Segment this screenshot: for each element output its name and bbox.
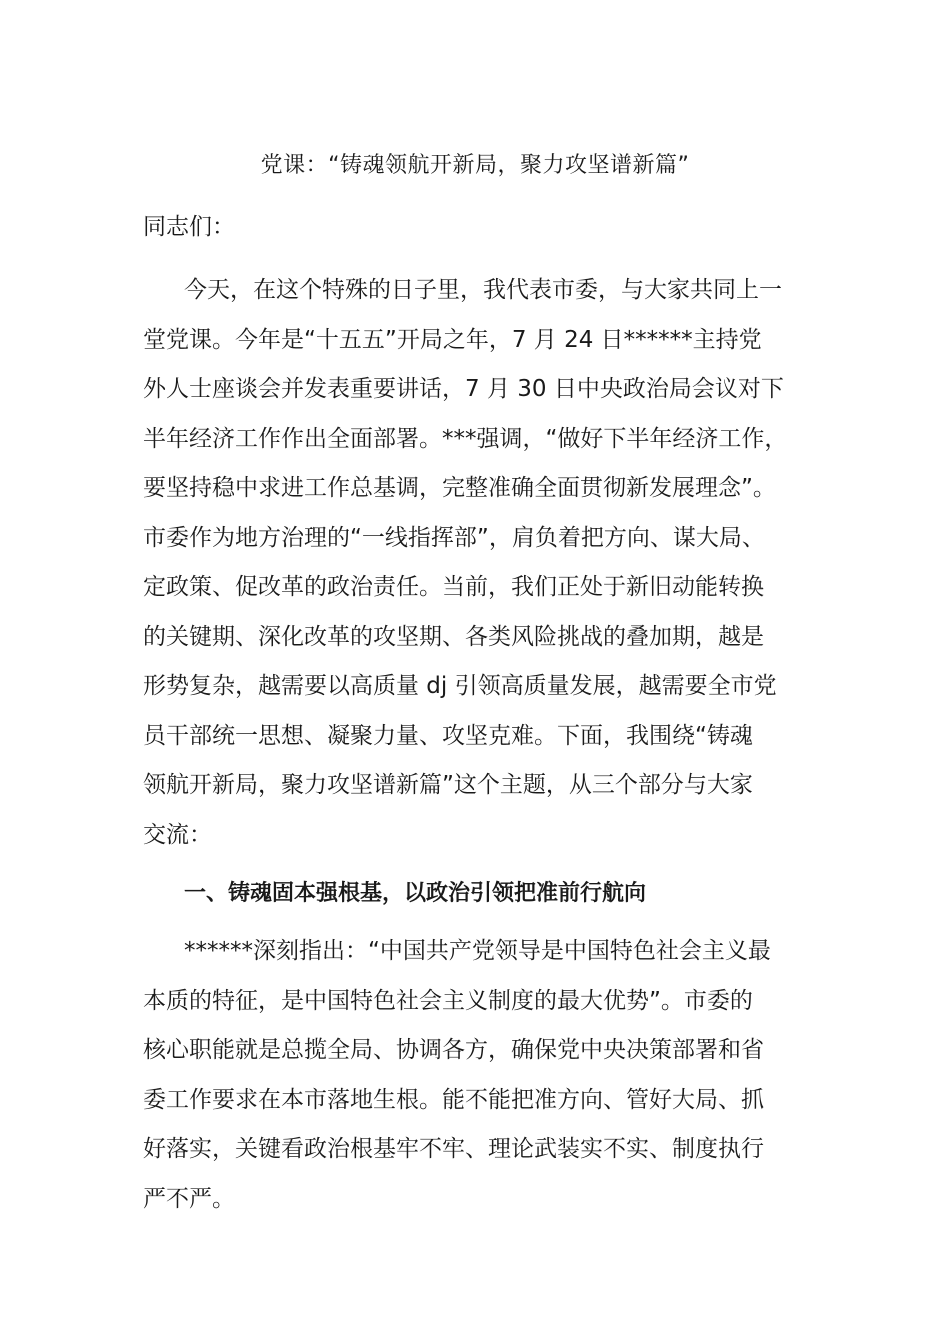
paragraph-line: 的关键期、深化改革的攻坚期、各类风险挑战的叠加期，越是 [143, 624, 764, 650]
paragraph-line: 领航开新局，聚力攻坚谱新篇”这个主题，从三个部分与大家 [143, 772, 753, 798]
paragraph-line: 市委作为地方治理的“一线指挥部”，肩负着把方向、谋大局、 [143, 525, 765, 551]
paragraph-line: 外人士座谈会并发表重要讲话，7 月 30 日中央政治局会议对下 [143, 376, 784, 402]
section-heading: 一、铸魂固本强根基，以政治引领把准前行航向 [184, 881, 647, 906]
paragraph-line: 好落实，关键看政治根基牢不牢、理论武装实不实、制度执行 [143, 1136, 764, 1162]
paragraph-line: 本质的特征，是中国特色社会主义制度的最大优势”。市委的 [143, 988, 753, 1014]
paragraph-line: ******深刻指出：“中国共产党领导是中国特色社会主义最 [184, 938, 771, 964]
document-title: 党课：“铸魂领航开新局，聚力攻坚谱新篇” [260, 153, 690, 178]
paragraph-line: 形势复杂，越需要以高质量 dj 引领高质量发展，越需要全市党 [143, 673, 777, 699]
salutation: 同志们： [143, 214, 235, 240]
paragraph-line: 要坚持稳中求进工作总基调，完整准确全面贯彻新发展理念”。 [143, 475, 776, 501]
paragraph-line: 半年经济工作作出全面部署。***强调，“做好下半年经济工作， [143, 426, 788, 452]
paragraph-line: 交流： [143, 822, 212, 848]
paragraph-line: 严不严。 [143, 1186, 235, 1212]
paragraph-line: 堂党课。今年是“十五五”开局之年，7 月 24 日******主持党 [143, 327, 762, 353]
paragraph-line: 员干部统一思想、凝聚力量、攻坚克难。下面，我围绕“铸魂 [143, 723, 753, 749]
paragraph-line: 今天，在这个特殊的日子里，我代表市委，与大家共同上一 [184, 277, 782, 303]
paragraph-line: 核心职能就是总揽全局、协调各方，确保党中央决策部署和省 [143, 1037, 764, 1063]
paragraph-line: 定政策、促改革的政治责任。当前，我们正处于新旧动能转换 [143, 574, 764, 600]
paragraph-line: 委工作要求在本市落地生根。能不能把准方向、管好大局、抓 [143, 1087, 764, 1113]
